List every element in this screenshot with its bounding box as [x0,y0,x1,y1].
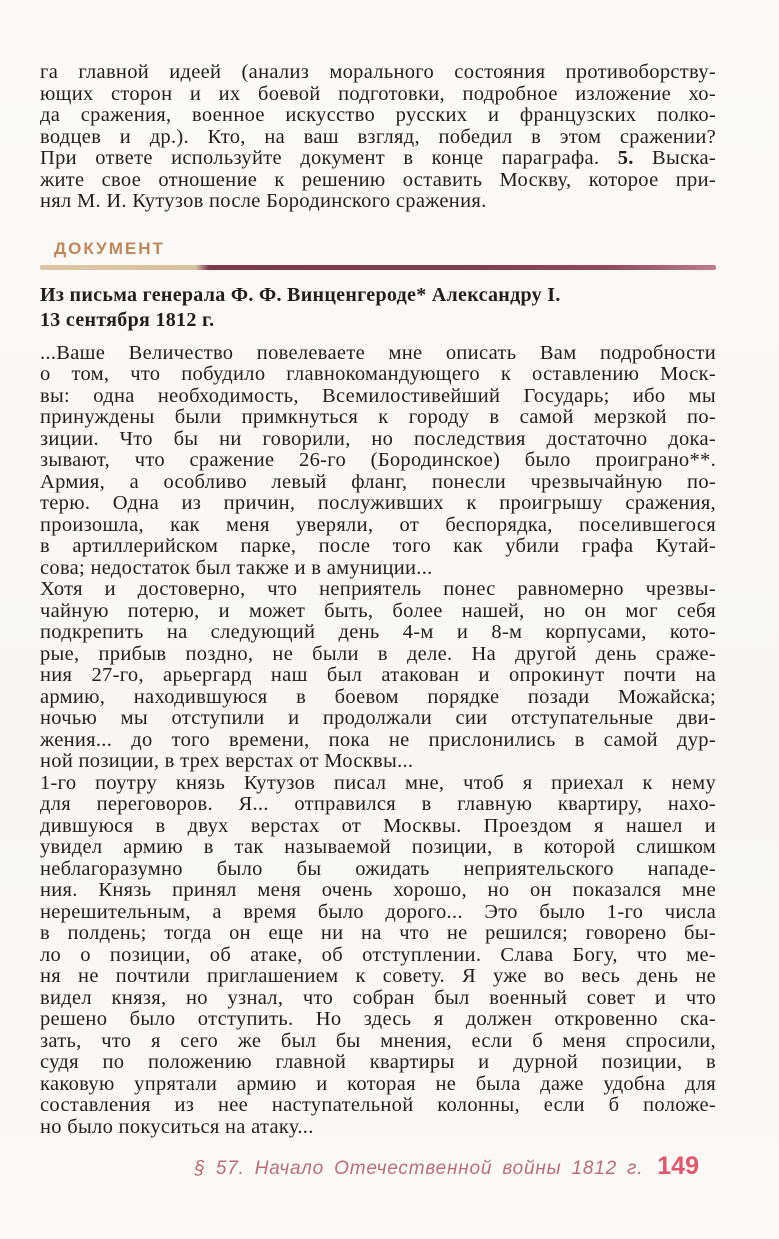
text-line: Хотя и достоверно, что неприятель понес равномерно чрезвы- [40,578,716,600]
text-line: Армия, а особливо левый фланг, понесли чрезвычайную по- [40,470,716,493]
text-line: зать, что я сего же был бы мнения, если б меня спросили, [40,1029,716,1052]
section-title: § 57. Начало Отечественной войны 1812 г. [194,1158,644,1179]
text-line: Из письма генерала Ф. Ф. Винценгероде* Александру I. [40,283,561,306]
text-line: ной позиции, в трех верстах от Москвы... [40,750,414,772]
text-line: ночью мы отступили и продолжали сии отступательные дви- [40,707,716,729]
text-line: ...Ваше Величество повелеваете мне описать Вам подробности [40,341,716,364]
letter-paragraph [40,343,716,580]
text-line: видел князя, но узнал, что собран был военный совет и что [40,986,716,1009]
text-run: Выска- [633,147,716,169]
text-line: нерешительным, а время было дорого... Это было 1-го числа [40,900,716,923]
text-line: 13 сентября 1812 г. [40,308,215,331]
text-line: ния 27-го, арьергард наш был атакован и опрокинут почти на [40,664,716,686]
text-run: При ответе используйте документ в конце параграфа. [40,147,618,169]
text-line: о том, что побудило главнокомандующего к оставлению Моск- [40,363,716,385]
text-line: решено было отступить. Но здесь я должен откровенно ска- [40,1008,716,1030]
letter-paragraph [40,773,716,1139]
text-line: принуждены были примкнуться к городу в самой мерзкой по- [40,406,716,428]
document-section-header [40,239,716,270]
text-line: в артиллерийском парке, после того как убили графа Кутай- [40,535,716,557]
text-line: ло о позиции, об атаке, об отступлении. Слава Богу, что ме- [40,943,716,966]
text-line: ния. Князь принял меня очень хорошо, но он показался мне [40,879,716,901]
letter-paragraph [40,579,716,773]
text-line: для переговоров. Я... отправился в главную квартиру, нахо- [40,793,716,815]
text-line: 1-го поутру князь Кутузов писал мне, чтоб я приехал к нему [40,771,716,794]
document-section-rule [40,265,716,270]
text-line: сова; недостаток был также и в амуниции... [40,556,433,579]
text-line: водцев и др.). Кто, на ваш взгляд, победил в этом сражении? [40,125,716,148]
text-line: терю. Одна из причин, послуживших к проигрышу сражения, [40,492,716,514]
text-line: армию, находившуюся в боевом порядке позади Можайска; [40,685,716,708]
text-line: судя по положению главной квартиры и дурной позиции, в [40,1051,716,1073]
text-line: увидел армию в так называемой позиции, в которой слишком [40,836,716,858]
text-line: составления из нее наступательной колонны, если б положе- [40,1094,716,1116]
text-line: жите свое отношение к решению оставить Москву, которое при- [40,168,716,191]
letter-body [40,343,716,1139]
text-line: в полдень; тогда он еще ни на что не решился; говорено бы- [40,922,716,944]
text-line: но было покуситься на атаку... [40,1115,314,1138]
page-footer [40,1152,699,1181]
text-line: каковую упрятали армию и которая не была даже удобна для [40,1072,716,1095]
text-line: га главной идеей (анализ морального состояния противоборству- [40,61,716,83]
text-line: подкрепить на следующий день 4-м и 8-м корпусами, кото- [40,621,716,643]
text-line: ня не почтили приглашением к совету. Я уже во весь день не [40,965,716,987]
text-line: жения... до того времени, пока не прислонились в самой дур- [40,728,716,751]
text-line: дившуюся в двух верстах от Москвы. Проездом я нашел и [40,814,716,837]
document-section-label: ДОКУМЕНТ [54,238,165,258]
page-number: 149 [657,1152,699,1180]
text-line: неблагоразумно было бы ожидать неприятельского нападе- [40,857,716,880]
text-line: произошла, как меня уверяли, от беспорядка, поселившегося [40,513,716,536]
text-line [40,148,716,170]
text-line: нял М. И. Кутузов после Бородинского сражения. [40,190,487,212]
text-line: рые, прибыв поздно, не были в деле. На другой день сраже- [40,642,716,665]
text-line: ющих сторон и их боевой подготовки, подробное изложение хо- [40,82,716,105]
letter-heading [40,283,716,333]
text-line: зывают, что сражение 26-го (Бородинское) было проиграно**. [40,449,716,471]
text-line: чайную потерю, и может быть, более нашей, но он мог себя [40,599,716,622]
bold-text-run: 5. [617,147,634,169]
text-line: да сражения, военное искусство русских и французских полко- [40,104,716,126]
intro-paragraph [40,62,716,213]
text-line: зиции. Что бы ни говорили, но последствия достаточно дока- [40,427,716,450]
text-line: вы: одна необходимость, Всемилостивейший Государь; ибо мы [40,384,716,407]
